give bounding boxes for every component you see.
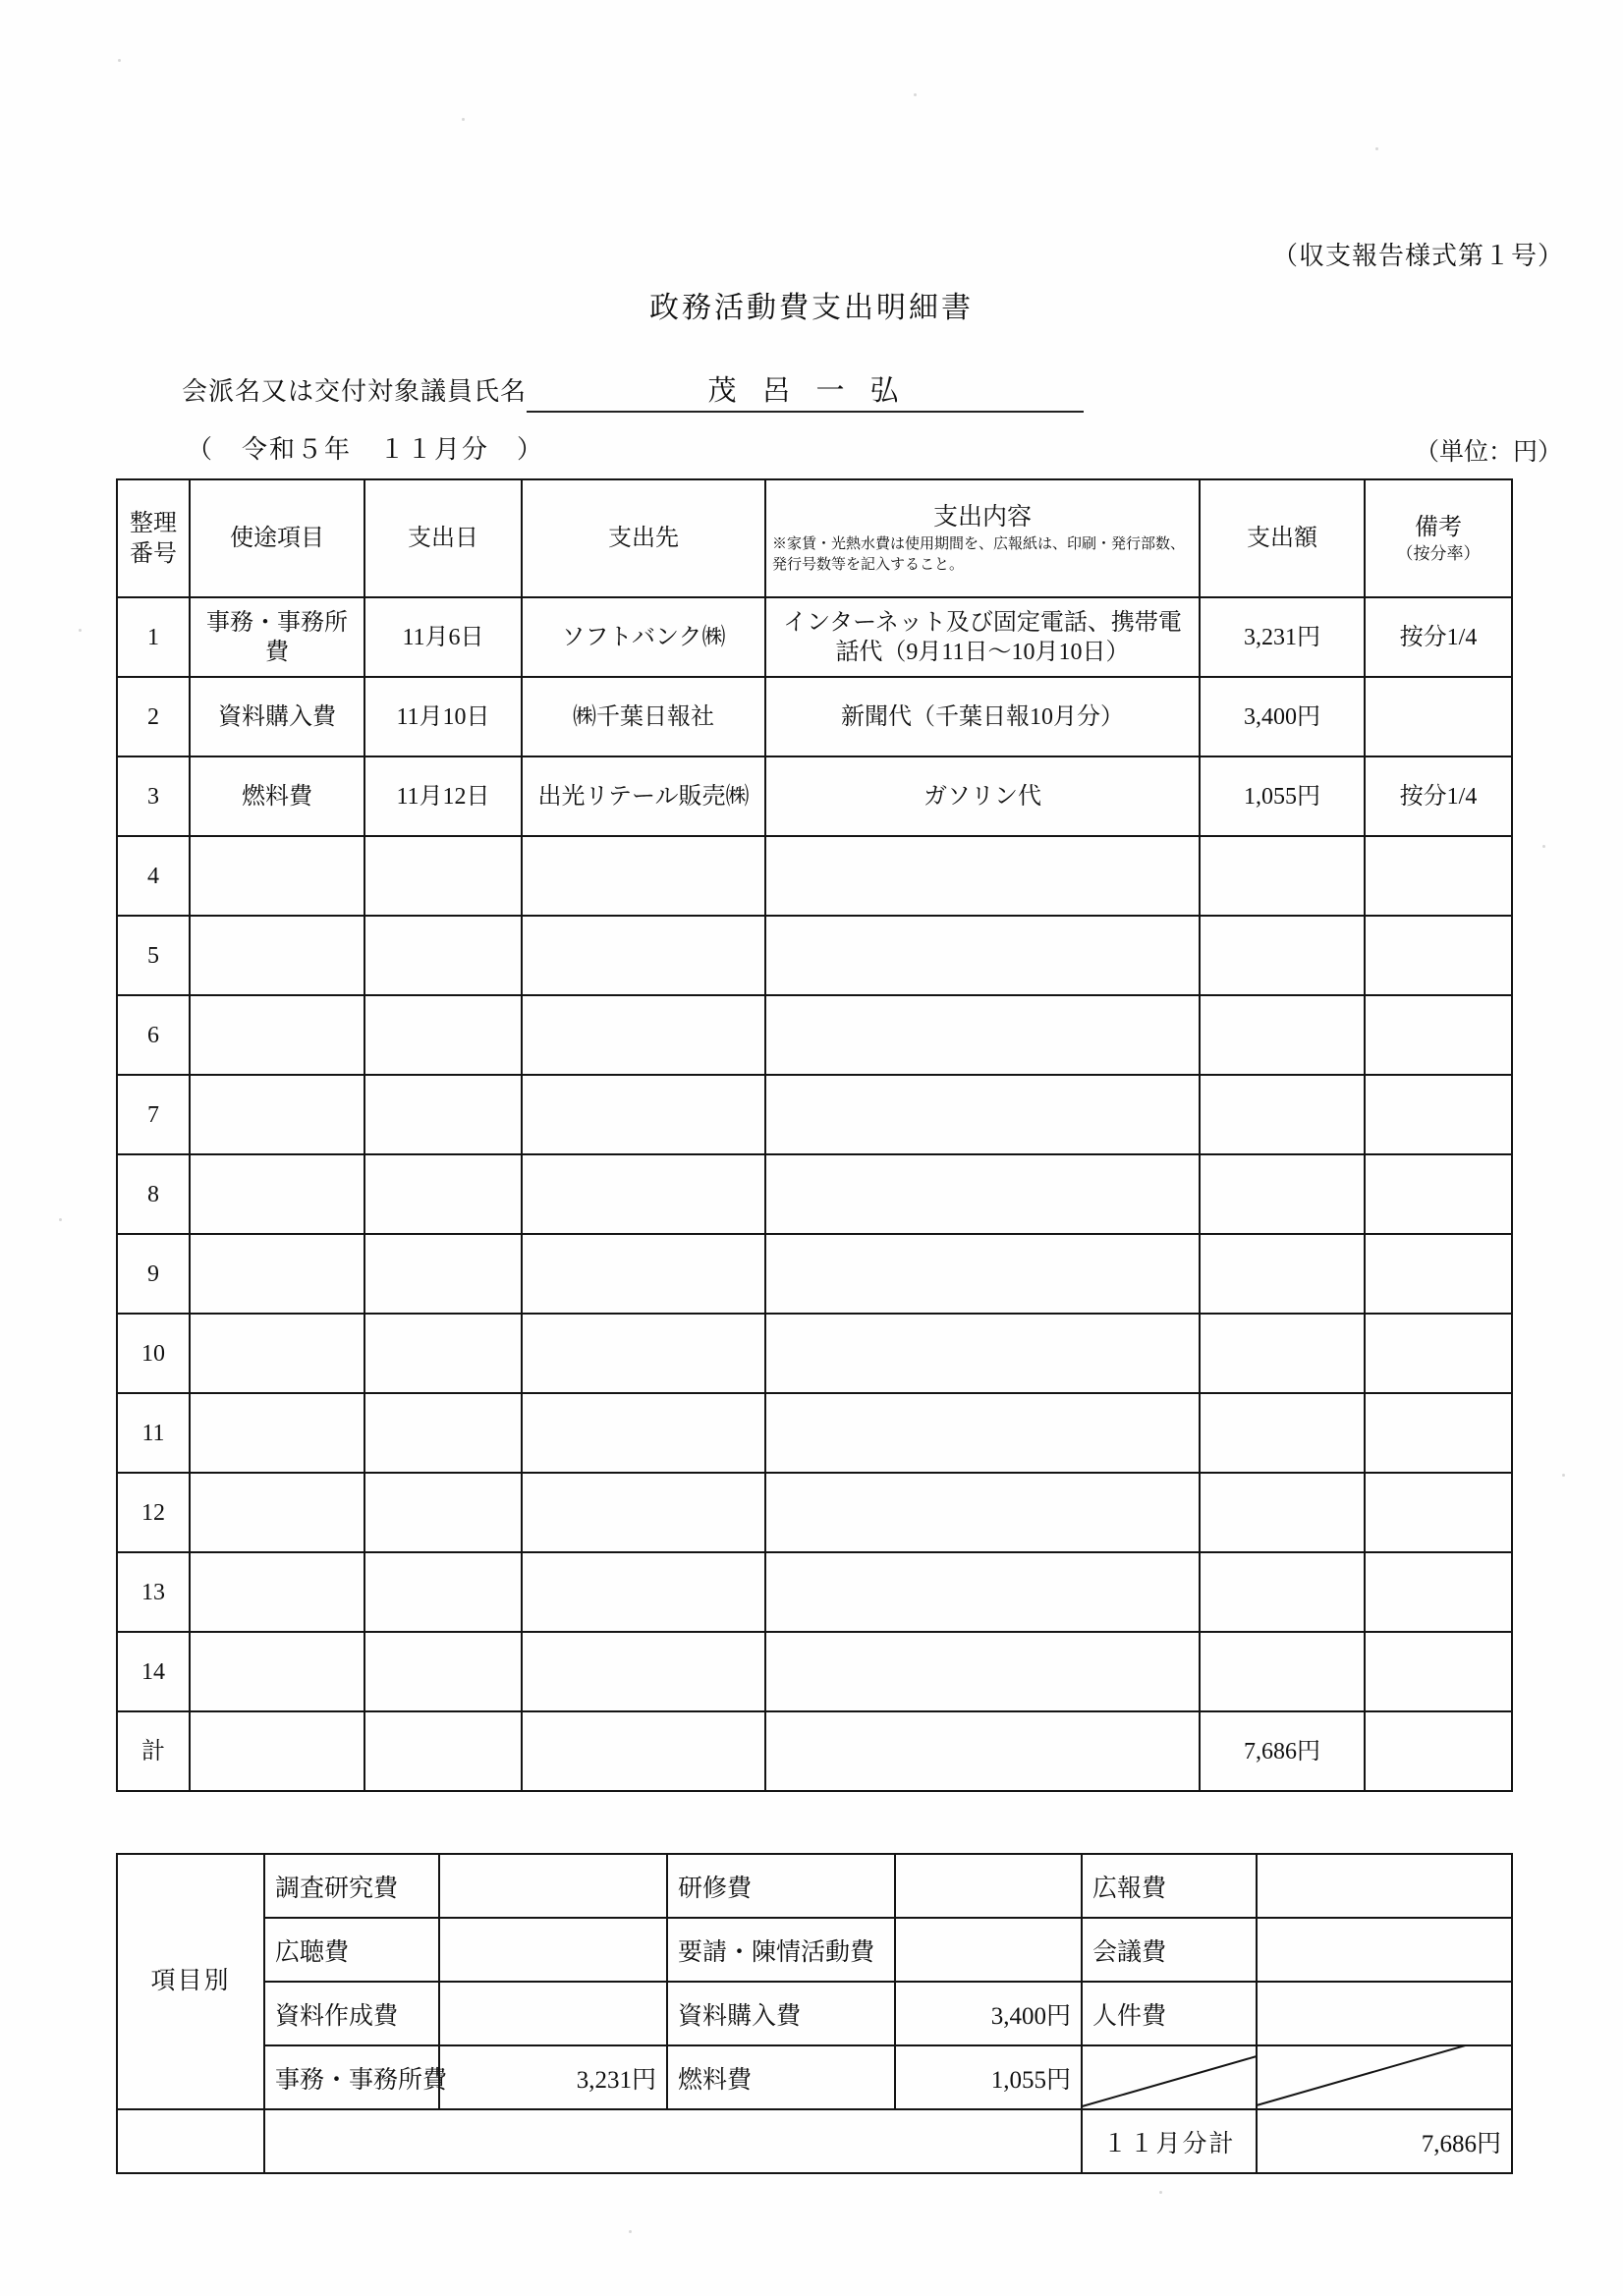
table-row: [117, 916, 1512, 995]
cell-date: [364, 1552, 522, 1632]
scan-speck: [79, 629, 82, 632]
cell-note: [1365, 916, 1512, 995]
total-payee-blank: [522, 1711, 765, 1791]
table-row: [117, 1314, 1512, 1393]
cell-desc: [765, 1075, 1200, 1154]
table-row: [117, 1234, 1512, 1314]
cell-date: [364, 916, 522, 995]
cell-note: [1365, 1154, 1512, 1234]
cell-date: 11月6日: [364, 597, 522, 677]
table-row: [117, 995, 1512, 1075]
summary-label-petition: 要請・陳情活動費: [667, 1918, 895, 1982]
table-row: [117, 1552, 1512, 1632]
summary-value-publicity: [1257, 1854, 1512, 1918]
cell-note: [1365, 1632, 1512, 1711]
summary-value-hearing: [439, 1918, 667, 1982]
name-row: [182, 368, 1084, 413]
summary-label-personnel: 人件費: [1082, 1982, 1257, 2045]
table-row: [117, 677, 1512, 756]
cell-note: [1365, 677, 1512, 756]
summary-value-training: [895, 1854, 1082, 1918]
col-header-note-main: 備考: [1415, 514, 1462, 540]
cell-payee: [522, 995, 765, 1075]
cell-desc: [765, 916, 1200, 995]
col-header-no: [117, 479, 190, 597]
cell-desc: [765, 995, 1200, 1075]
cell-note: 按分1/4: [1365, 597, 1512, 677]
total-note-blank: [1365, 1711, 1512, 1791]
cell-desc: [765, 1473, 1200, 1552]
summary-total-value: 7,686円: [1257, 2109, 1512, 2173]
cell-payee: ㈱千葉日報社: [522, 677, 765, 756]
page-title: 政務活動費支出明細書: [649, 292, 974, 324]
summary-label-fuel: 燃料費: [667, 2045, 895, 2109]
cell-desc: [765, 1632, 1200, 1711]
table-row: [117, 836, 1512, 916]
table-row: [117, 597, 1512, 677]
cell-no: 7: [117, 1075, 190, 1154]
summary-blank-slash-right: [1257, 2045, 1512, 2109]
cell-amount: [1200, 1075, 1365, 1154]
cell-desc: 新聞代（千葉日報10月分）: [765, 677, 1200, 756]
cell-no: 3: [117, 756, 190, 836]
cell-note: [1365, 1314, 1512, 1393]
scan-speck: [914, 93, 917, 96]
cell-desc: [765, 1154, 1200, 1234]
summary-label-publicity: 広報費: [1082, 1854, 1257, 1918]
summary-row: [117, 1854, 1512, 1918]
cell-note: [1365, 1234, 1512, 1314]
cell-payee: [522, 1632, 765, 1711]
total-desc-blank: [765, 1711, 1200, 1791]
cell-date: [364, 1154, 522, 1234]
col-header-no-main: 整理: [130, 510, 177, 536]
cell-note: 按分1/4: [1365, 756, 1512, 836]
cell-payee: [522, 1473, 765, 1552]
cell-date: [364, 1314, 522, 1393]
cell-payee: [522, 1075, 765, 1154]
summary-total-row: [117, 2109, 1512, 2173]
scan-speck: [1562, 1474, 1565, 1477]
form-number: （収支報告様式第１号）: [1271, 242, 1564, 270]
cell-desc: [765, 1552, 1200, 1632]
category-summary-table: [116, 1853, 1513, 2174]
col-header-item: 使途項目: [190, 479, 364, 597]
summary-label-office: 事務・事務所費: [264, 2045, 439, 2109]
cell-desc: インターネット及び固定電話、携帯電話代（9月11日〜10月10日）: [765, 597, 1200, 677]
cell-note: [1365, 836, 1512, 916]
col-header-no-sub: 番号: [130, 540, 177, 567]
table-row: [117, 1473, 1512, 1552]
total-date-blank: [364, 1711, 522, 1791]
scan-speck: [629, 2230, 632, 2233]
cell-item: [190, 1473, 364, 1552]
cell-payee: ソフトバンク㈱: [522, 597, 765, 677]
summary-value-meeting: [1257, 1918, 1512, 1982]
cell-no: 11: [117, 1393, 190, 1473]
col-header-note-sub: （按分率）: [1396, 543, 1481, 563]
summary-value-doc-creation: [439, 1982, 667, 2045]
summary-label-doc-purchase: 資料購入費: [667, 1982, 895, 2045]
cell-no: 6: [117, 995, 190, 1075]
cell-no: 2: [117, 677, 190, 756]
summary-label-training: 研修費: [667, 1854, 895, 1918]
summary-value-doc-purchase: 3,400円: [895, 1982, 1082, 2045]
table-row: [117, 1154, 1512, 1234]
cell-item: [190, 1314, 364, 1393]
scan-speck: [1542, 845, 1545, 848]
cell-amount: [1200, 1393, 1365, 1473]
cell-payee: [522, 1154, 765, 1234]
cell-payee: [522, 1314, 765, 1393]
table-total-row: [117, 1711, 1512, 1791]
cell-date: [364, 1234, 522, 1314]
total-amount: 7,686円: [1200, 1711, 1365, 1791]
cell-payee: [522, 916, 765, 995]
cell-payee: [522, 1393, 765, 1473]
cell-amount: [1200, 1632, 1365, 1711]
table-header-row: [117, 479, 1512, 597]
cell-amount: [1200, 1314, 1365, 1393]
cell-payee: [522, 1234, 765, 1314]
cell-amount: [1200, 836, 1365, 916]
cell-desc: [765, 1393, 1200, 1473]
scan-speck: [462, 118, 465, 121]
cell-item: [190, 1075, 364, 1154]
cell-no: 4: [117, 836, 190, 916]
cell-amount: [1200, 1552, 1365, 1632]
summary-row: [117, 1918, 1512, 1982]
cell-item: [190, 1552, 364, 1632]
summary-value-fuel: 1,055円: [895, 2045, 1082, 2109]
cell-no: 5: [117, 916, 190, 995]
cell-amount: [1200, 1154, 1365, 1234]
summary-row: [117, 2045, 1512, 2109]
cell-item: 資料購入費: [190, 677, 364, 756]
col-header-note: [1365, 479, 1512, 597]
summary-total-blank-2: [264, 2109, 1082, 2173]
summary-label-doc-creation: 資料作成費: [264, 1982, 439, 2045]
col-header-desc-note: ※家賃・光熱水費は使用期間を、広報紙は、印刷・発行部数、発行号数等を記入すること。: [772, 536, 1186, 573]
col-header-payee: 支出先: [522, 479, 765, 597]
cell-desc: [765, 1314, 1200, 1393]
summary-label-research: 調査研究費: [264, 1854, 439, 1918]
cell-no: 10: [117, 1314, 190, 1393]
cell-payee: [522, 836, 765, 916]
cell-date: [364, 995, 522, 1075]
cell-no: 13: [117, 1552, 190, 1632]
cell-payee: 出光リテール販売㈱: [522, 756, 765, 836]
cell-payee: [522, 1552, 765, 1632]
cell-date: [364, 836, 522, 916]
table-row: [117, 1632, 1512, 1711]
summary-value-office: 3,231円: [439, 2045, 667, 2109]
unit-label: （単位：円）: [1414, 439, 1562, 466]
col-header-amount: 支出額: [1200, 479, 1365, 597]
cell-note: [1365, 1552, 1512, 1632]
cell-item: [190, 1393, 364, 1473]
cell-amount: 3,231円: [1200, 597, 1365, 677]
scan-speck: [1159, 2191, 1162, 2194]
cell-item: [190, 995, 364, 1075]
cell-date: 11月10日: [364, 677, 522, 756]
summary-value-research: [439, 1854, 667, 1918]
cell-date: [364, 1393, 522, 1473]
cell-date: [364, 1632, 522, 1711]
cell-item: [190, 916, 364, 995]
cell-desc: [765, 836, 1200, 916]
cell-item: [190, 836, 364, 916]
cell-amount: [1200, 1473, 1365, 1552]
summary-row: [117, 1982, 1512, 2045]
table-row: [117, 756, 1512, 836]
cell-item: [190, 1632, 364, 1711]
cell-date: [364, 1473, 522, 1552]
cell-note: [1365, 1075, 1512, 1154]
name-value: 茂呂一弘: [527, 368, 1084, 413]
cell-item: 事務・事務所費: [190, 597, 364, 677]
cell-amount: 1,055円: [1200, 756, 1365, 836]
total-label: 計: [117, 1711, 190, 1791]
col-header-desc: [765, 479, 1200, 597]
cell-item: [190, 1154, 364, 1234]
scan-speck: [59, 1218, 62, 1221]
summary-blank-slash-left: [1082, 2045, 1257, 2109]
col-header-date: 支出日: [364, 479, 522, 597]
cell-no: 9: [117, 1234, 190, 1314]
table-row: [117, 1075, 1512, 1154]
cell-amount: [1200, 916, 1365, 995]
cell-note: [1365, 1393, 1512, 1473]
cell-no: 1: [117, 597, 190, 677]
cell-no: 12: [117, 1473, 190, 1552]
cell-desc: ガソリン代: [765, 756, 1200, 836]
cell-date: 11月12日: [364, 756, 522, 836]
cell-amount: 3,400円: [1200, 677, 1365, 756]
cell-date: [364, 1075, 522, 1154]
summary-value-personnel: [1257, 1982, 1512, 2045]
summary-label-meeting: 会議費: [1082, 1918, 1257, 1982]
cell-note: [1365, 995, 1512, 1075]
total-item-blank: [190, 1711, 364, 1791]
cell-item: [190, 1234, 364, 1314]
summary-total-blank-1: [117, 2109, 264, 2173]
table-row: [117, 1393, 1512, 1473]
scan-speck: [1375, 147, 1378, 150]
expense-table: [116, 478, 1513, 1792]
summary-side-label: 項目別: [117, 1854, 264, 2109]
summary-total-label: １１月分計: [1082, 2109, 1257, 2173]
cell-amount: [1200, 995, 1365, 1075]
period-label: （ 令和５年 １１月分 ）: [187, 435, 545, 464]
scan-speck: [118, 59, 121, 62]
cell-desc: [765, 1234, 1200, 1314]
col-header-desc-main: 支出内容: [932, 504, 1032, 532]
cell-no: 14: [117, 1632, 190, 1711]
name-label: 会派名又は交付対象議員氏名: [182, 377, 528, 406]
cell-note: [1365, 1473, 1512, 1552]
summary-label-hearing: 広聴費: [264, 1918, 439, 1982]
cell-no: 8: [117, 1154, 190, 1234]
cell-amount: [1200, 1234, 1365, 1314]
summary-value-petition: [895, 1918, 1082, 1982]
cell-item: 燃料費: [190, 756, 364, 836]
